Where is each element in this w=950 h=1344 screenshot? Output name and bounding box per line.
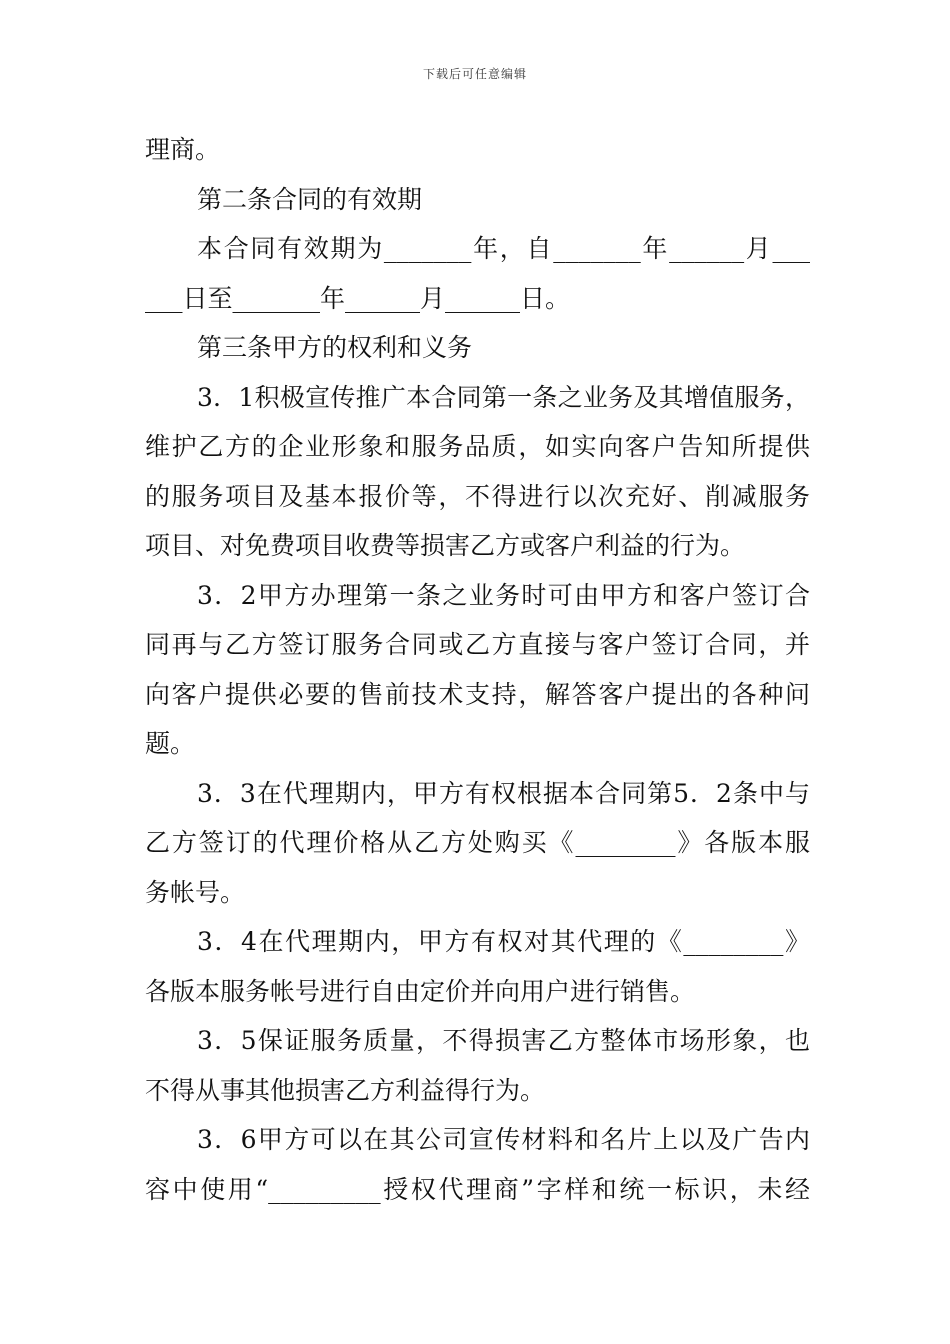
- section-heading: 第二条合同的有效期: [197, 184, 423, 214]
- text-line: 各版本服务帐号进行自由定价并向用户进行销售。: [145, 976, 696, 1006]
- section-heading: 第三条甲方的权利和义务: [197, 333, 473, 362]
- text-line: 容中使用“_________授权代理商”字样和统一标识，未经: [145, 1174, 810, 1204]
- text-line: 同再与乙方签订服务合同或乙方直接与客户签订合同，并: [145, 630, 810, 659]
- text-line: 3．4在代理期内，甲方有权对其代理的《________》: [197, 927, 810, 956]
- text-line: 3．5保证服务质量，不得损害乙方整体市场形象，也: [197, 1026, 810, 1055]
- text-line: 理商。: [145, 135, 221, 164]
- text-line: 的服务项目及基本报价等，不得进行以次充好、削减服务: [145, 481, 810, 511]
- text-line: 维护乙方的企业形象和服务品质，如实向客户告知所提供: [145, 432, 810, 461]
- text-line: 务帐号。: [145, 877, 246, 907]
- text-line: 乙方签订的代理价格从乙方处购买《________》各版本服: [145, 828, 810, 857]
- text-line: 本合同有效期为_______年，自_______年______月___: [197, 234, 810, 263]
- text-line: 项目、对免费项目收费等损害乙方或客户利益的行为。: [145, 531, 746, 560]
- text-line: ___日至_______年______月______日。: [145, 283, 571, 313]
- text-line: 3．1积极宣传推广本合同第一条之业务及其增值服务，: [197, 382, 810, 412]
- text-line: 向客户提供必要的售前技术支持，解答客户提出的各种问: [145, 679, 810, 709]
- document-body: [145, 125, 810, 1214]
- text-line: 3．6甲方可以在其公司宣传材料和名片上以及广告内: [197, 1125, 810, 1154]
- text-line: 不得从事其他损害乙方利益得行为。: [145, 1075, 546, 1105]
- text-line: 3．2甲方办理第一条之业务时可由甲方和客户签订合: [197, 580, 810, 610]
- page-header: 下载后可任意编辑: [422, 67, 527, 81]
- text-line: 3．3在代理期内，甲方有权根据本合同第5．2条中与: [197, 778, 810, 808]
- text-line: 题。: [145, 729, 196, 758]
